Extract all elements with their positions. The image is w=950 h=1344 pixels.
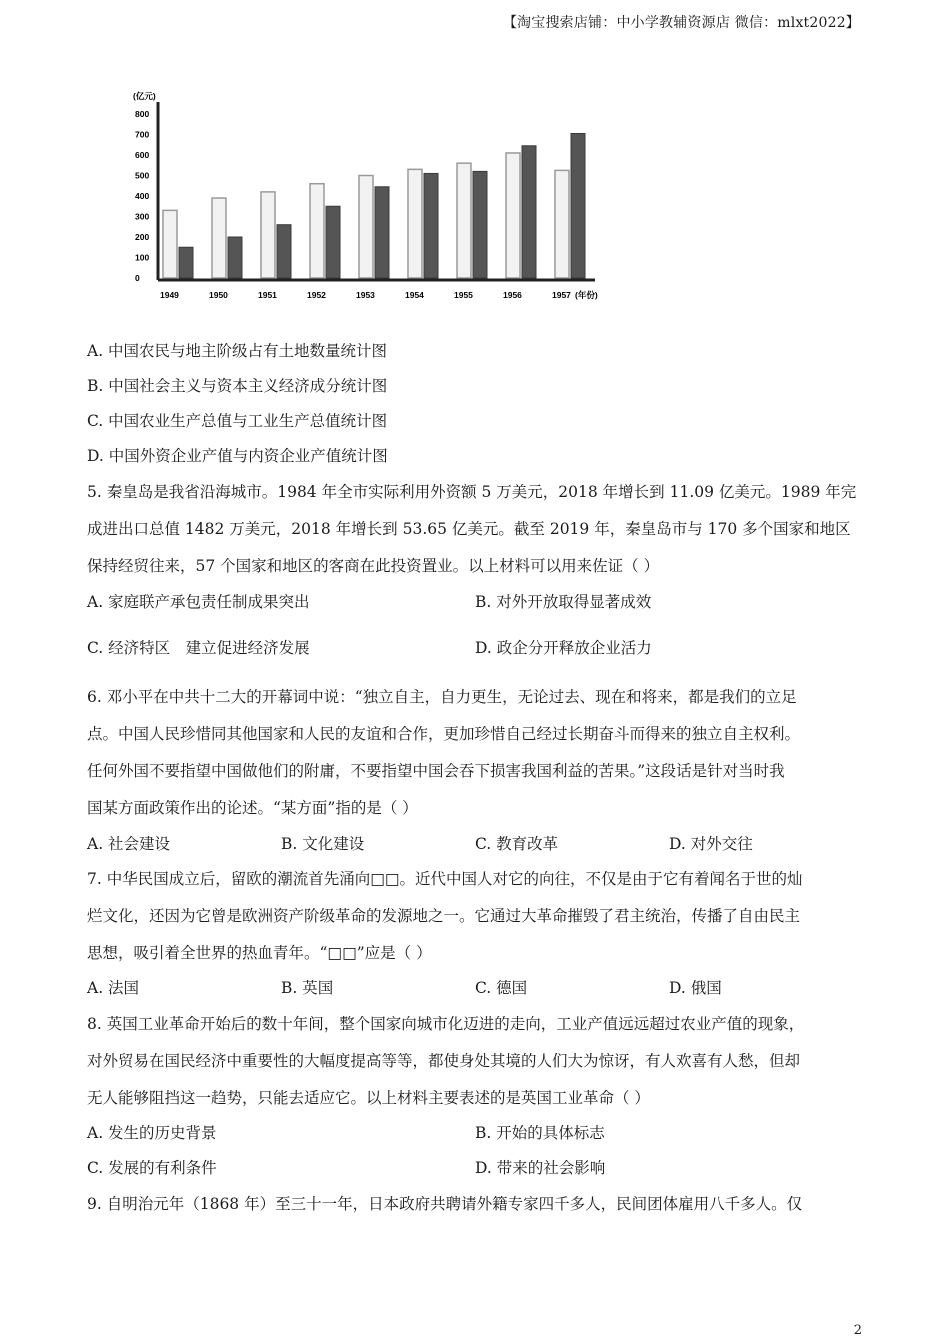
x-tick-label: 1953 bbox=[356, 290, 375, 300]
bar-light-1951 bbox=[261, 192, 275, 278]
x-tick-label: 1950 bbox=[209, 290, 228, 300]
bar-dark-1954 bbox=[424, 173, 438, 278]
y-tick-label: 300 bbox=[135, 211, 150, 222]
y-tick-label: 400 bbox=[135, 191, 150, 201]
q4-option-a[interactable]: A. 中国农民与地主阶级占有土地数量统计图 bbox=[87, 342, 388, 360]
x-tick-label: 1951 bbox=[258, 290, 277, 300]
x-tick-label: 1957 bbox=[552, 290, 571, 300]
q8-option-a[interactable]: A. 发生的历史背景 bbox=[87, 1124, 217, 1142]
q8-option-b[interactable]: B. 开始的具体标志 bbox=[475, 1124, 605, 1142]
bar-light-1949 bbox=[163, 210, 177, 278]
bar-dark-1952 bbox=[326, 206, 340, 278]
y-tick-label: 800 bbox=[135, 109, 150, 119]
page-header: 【淘宝搜索店铺：中小学教辅资源店 微信：mlxt2022】 bbox=[502, 15, 860, 31]
x-tick-label: 1949 bbox=[160, 290, 179, 300]
q5-option-b[interactable]: B. 对外开放取得显著成效 bbox=[475, 593, 652, 611]
bar-light-1953 bbox=[359, 176, 373, 279]
q8-stem-line-2: 对外贸易在国民经济中重要性的大幅度提高等等，都使身处其境的人们大为惊讶，有人欢喜有人愁，但却 bbox=[87, 1052, 801, 1070]
q6-option-a[interactable]: A. 社会建设 bbox=[87, 835, 171, 853]
bar-light-1956 bbox=[506, 153, 520, 278]
page-number: 2 bbox=[853, 1323, 862, 1338]
bar-dark-1957 bbox=[571, 133, 585, 278]
q6-stem-line-2: 点。中国人民珍惜同其他国家和人民的友谊和合作，更加珍惜自己经过长期奋斗而得来的独立自主权利。 bbox=[87, 725, 801, 743]
bar-light-1952 bbox=[310, 184, 324, 278]
x-tick-label: 1954 bbox=[405, 290, 424, 300]
q5-option-a[interactable]: A. 家庭联产承包责任制成果突出 bbox=[87, 593, 310, 611]
q4-option-c[interactable]: C. 中国农业生产总值与工业生产总值统计图 bbox=[87, 412, 388, 430]
y-tick-label: 700 bbox=[135, 129, 150, 140]
bar-dark-1949 bbox=[179, 247, 193, 278]
q6-option-c[interactable]: C. 教育改革 bbox=[475, 835, 559, 853]
x-axis-label: (年份) bbox=[575, 290, 598, 300]
bar-dark-1951 bbox=[277, 225, 291, 278]
q6-option-d[interactable]: D. 对外交往 bbox=[669, 835, 753, 853]
q5-stem-line-3: 保持经贸往来，57 个国家和地区的客商在此投资置业。以上材料可以用来佐证（ ） bbox=[87, 557, 660, 575]
q9-stem-line-1: 9. 自明治元年（1868 年）至三十一年，日本政府共聘请外籍专家四千多人，民间团体雇用八千多人。仅 bbox=[87, 1195, 803, 1213]
x-tick-label: 1955 bbox=[454, 290, 473, 300]
bar-chart bbox=[125, 88, 610, 306]
q7-option-a[interactable]: A. 法国 bbox=[87, 979, 140, 997]
bar-dark-1950 bbox=[228, 237, 242, 278]
bar-light-1950 bbox=[212, 198, 226, 278]
bar-light-1955 bbox=[457, 163, 471, 278]
y-tick-label: 500 bbox=[135, 170, 150, 181]
q7-option-c[interactable]: C. 德国 bbox=[475, 979, 528, 997]
bar-dark-1956 bbox=[522, 146, 536, 278]
y-tick-label: 0 bbox=[135, 273, 140, 283]
q6-option-b[interactable]: B. 文化建设 bbox=[281, 835, 365, 853]
q6-stem-line-3: 任何外国不要指望中国做他们的附庸，不要指望中国会吞下损害我国利益的苦果。”这段话是针对当时我 bbox=[87, 762, 785, 780]
q4-option-d[interactable]: D. 中国外资企业产值与内资企业产值统计图 bbox=[87, 447, 388, 465]
q7-stem-line-3: 思想，吸引着全世界的热血青年。“□□”应是（ ） bbox=[87, 944, 432, 962]
q8-stem-line-1: 8. 英国工业革命开始后的数十年间，整个国家向城市化迈进的走向，工业产值远远超过农业产值的现象， bbox=[87, 1015, 805, 1033]
y-tick-label: 200 bbox=[135, 232, 150, 242]
x-tick-label: 1952 bbox=[307, 290, 326, 300]
y-axis-label: (亿元) bbox=[133, 91, 156, 101]
bar-dark-1955 bbox=[473, 171, 487, 278]
bar-light-1957 bbox=[555, 170, 569, 278]
q6-stem-line-1: 6. 邓小平在中共十二大的开幕词中说：“独立自主，自力更生，无论过去、现在和将来，都是我们的立足 bbox=[87, 688, 797, 706]
q5-option-c[interactable]: C. 经济特区 建立促进经济发展 bbox=[87, 639, 310, 657]
x-tick-label: 1956 bbox=[503, 290, 522, 300]
q7-stem-line-1: 7. 中华民国成立后，留欧的潮流首先涌向□□。近代中国人对它的向往，不仅是由于它有着闻名于世的灿 bbox=[87, 870, 803, 888]
q7-option-d[interactable]: D. 俄国 bbox=[669, 979, 722, 997]
q8-option-c[interactable]: C. 发展的有利条件 bbox=[87, 1159, 217, 1177]
bar-light-1954 bbox=[408, 169, 422, 278]
q5-stem-line-2: 成进出口总值 1482 万美元，2018 年增长到 53.65 亿美元。截至 2019 年，秦皇岛市与 170 多个国家和地区 bbox=[87, 520, 851, 538]
q5-option-d[interactable]: D. 政企分开释放企业活力 bbox=[475, 639, 652, 657]
q5-stem-line-1: 5. 秦皇岛是我省沿海城市。1984 年全市实际利用外资额 5 万美元，2018 年增长到 11.09 亿美元。1989 年完 bbox=[87, 483, 857, 501]
q4-option-b[interactable]: B. 中国社会主义与资本主义经济成分统计图 bbox=[87, 377, 388, 395]
q7-option-b[interactable]: B. 英国 bbox=[281, 979, 334, 997]
q8-option-d[interactable]: D. 带来的社会影响 bbox=[475, 1159, 606, 1177]
q8-stem-line-3: 无人能够阻挡这一趋势，只能去适应它。以上材料主要表述的是英国工业革命（ ） bbox=[87, 1089, 650, 1107]
bar-dark-1953 bbox=[375, 187, 389, 278]
q6-stem-line-4: 国某方面政策作出的论述。“某方面”指的是（ ） bbox=[87, 799, 418, 817]
q7-stem-line-2: 烂文化，还因为它曾是欧洲资产阶级革命的发源地之一。它通过大革命摧毁了君主统治，传播了自由民主 bbox=[87, 907, 801, 925]
y-tick-label: 100 bbox=[135, 252, 150, 263]
y-tick-label: 600 bbox=[135, 150, 150, 160]
